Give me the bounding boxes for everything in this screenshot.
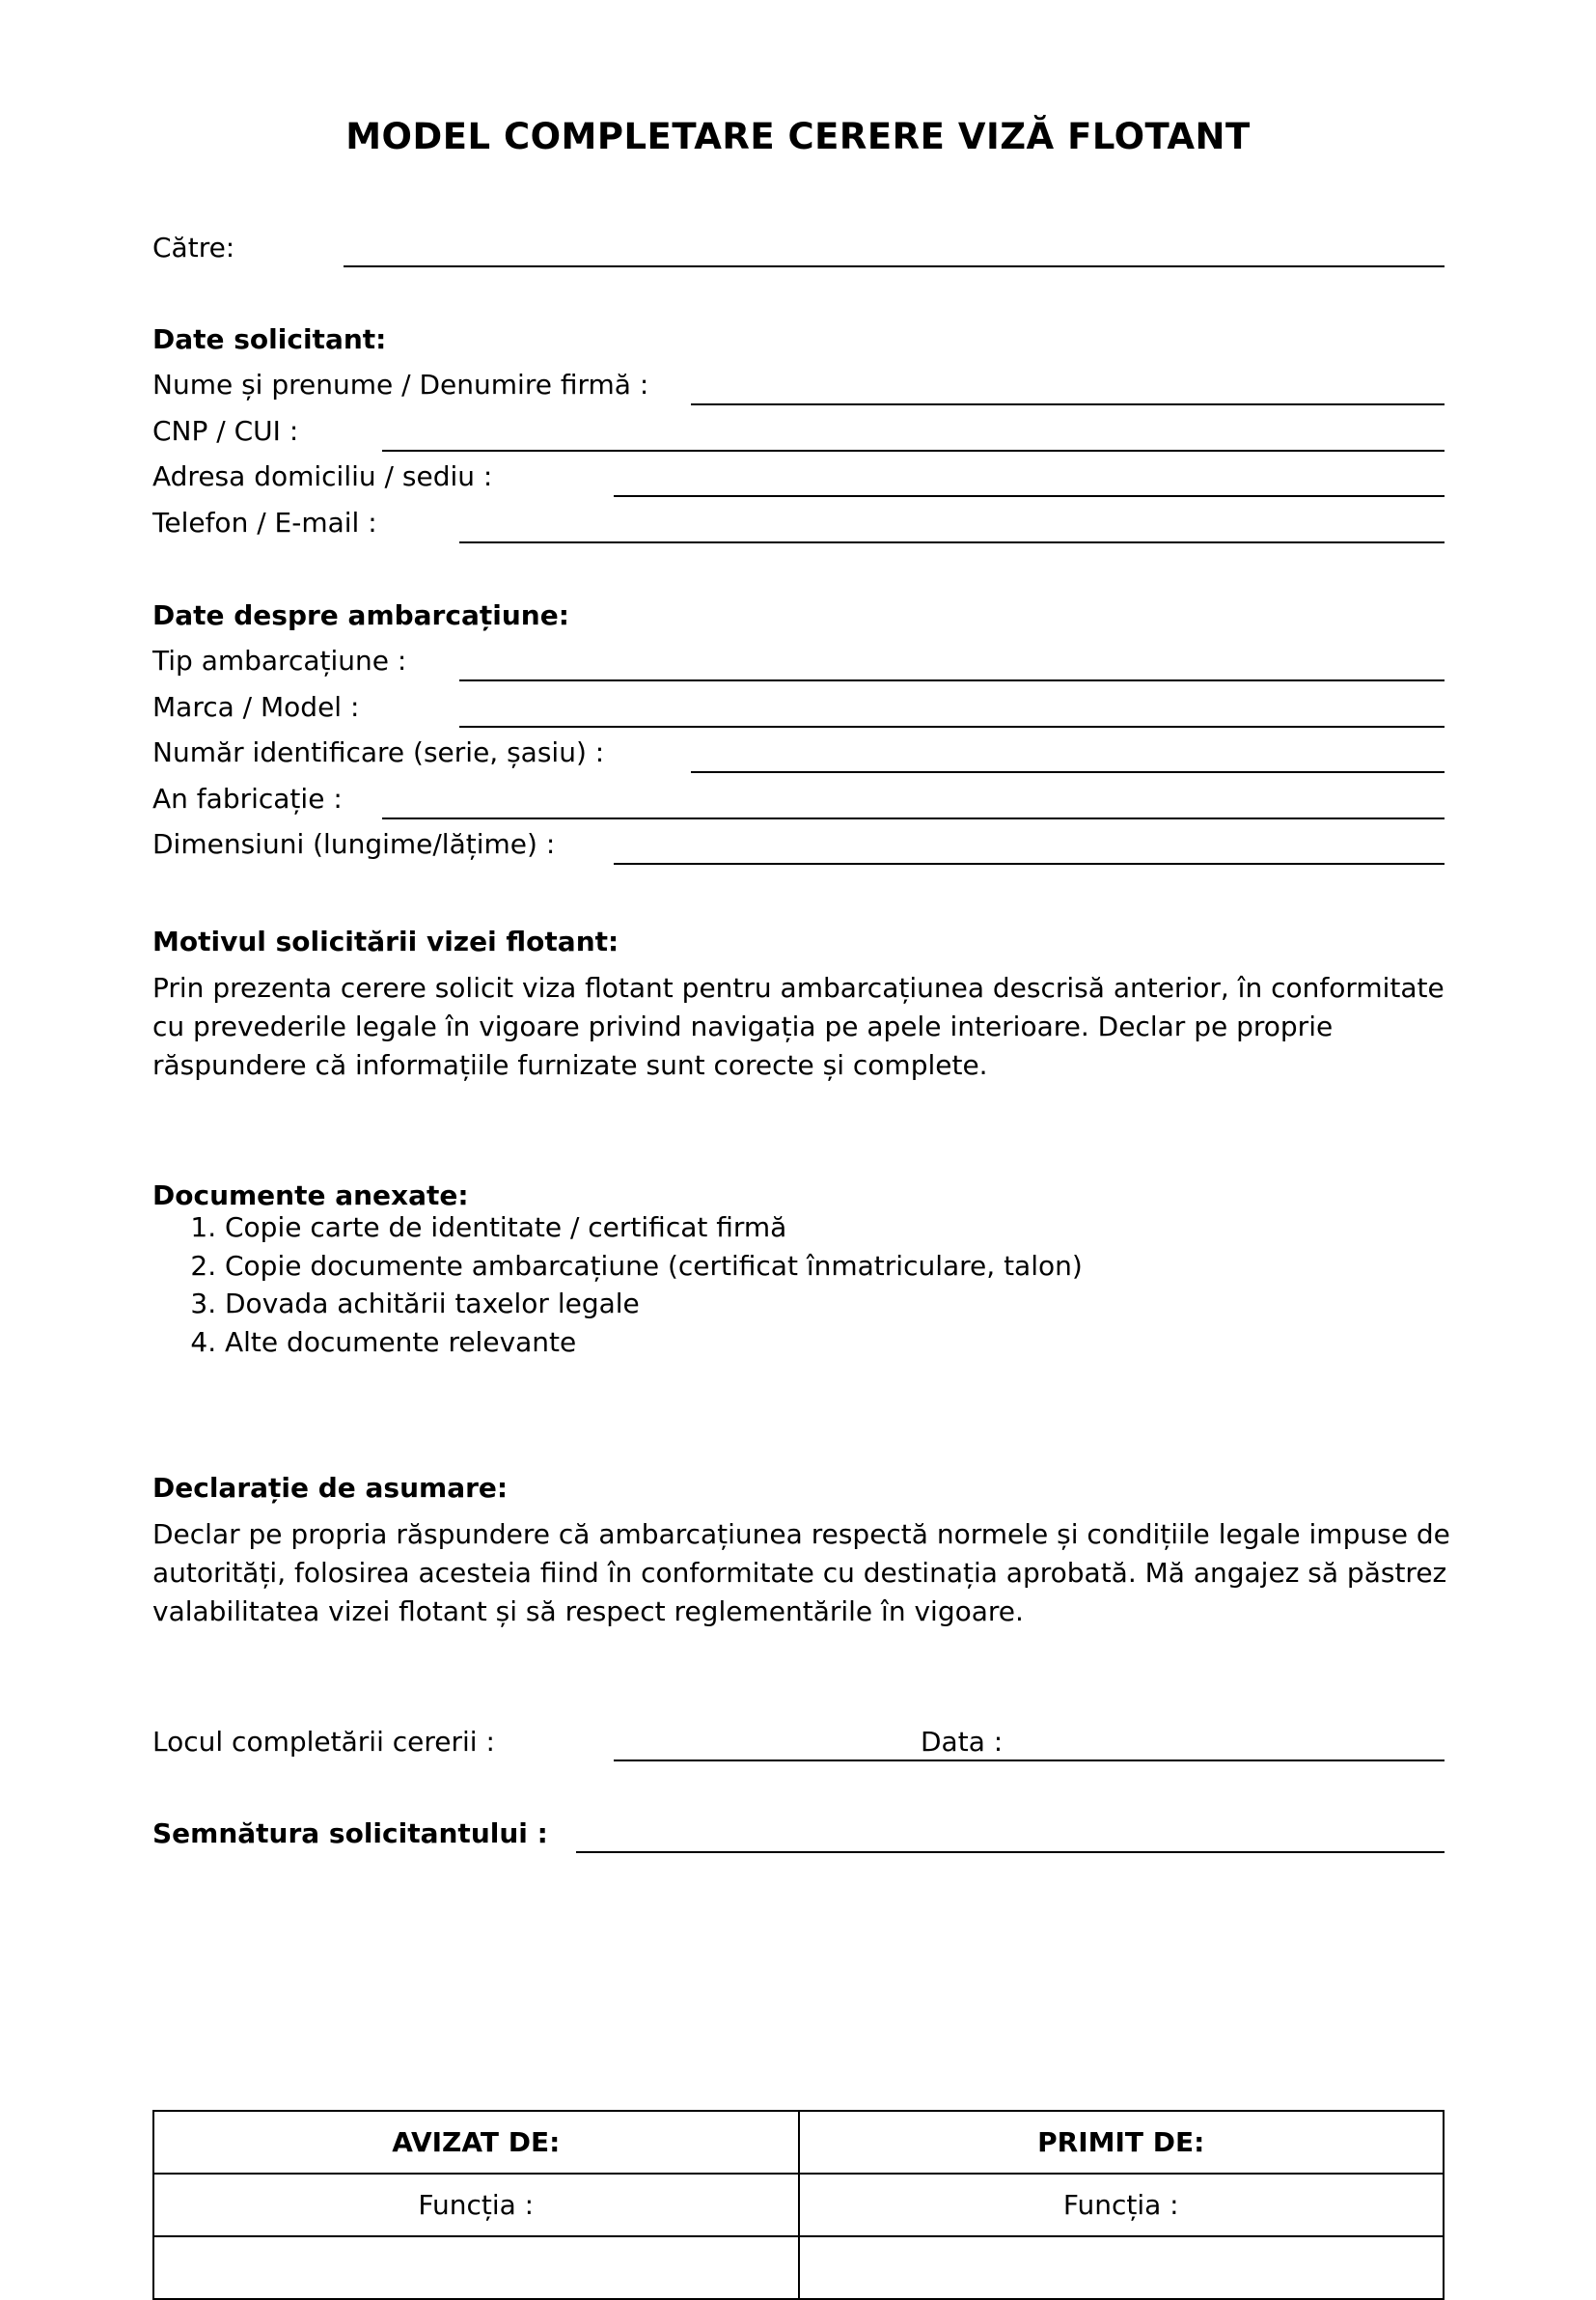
functia-left-cell[interactable]: Funcția :	[153, 2174, 799, 2236]
functia-right-cell[interactable]: Funcția :	[799, 2174, 1445, 2236]
signature-table	[152, 2110, 1445, 2300]
section-heading-solicitant: Date solicitant:	[152, 323, 387, 355]
cnp-label: CNP / CUI :	[152, 415, 299, 447]
empty-right-cell[interactable]	[799, 2236, 1445, 2299]
locul-label: Locul completării cererii :	[152, 1726, 495, 1758]
numar-label: Număr identificare (serie, șasiu) :	[152, 736, 605, 768]
numar-line[interactable]	[691, 771, 1445, 773]
dimensiuni-label: Dimensiuni (lungime/lățime) :	[152, 828, 556, 860]
documente-list	[152, 1208, 1083, 1361]
telefon-label: Telefon / E-mail :	[152, 507, 377, 539]
declaratie-paragraph: Declar pe propria răspundere că ambarcațiunea respectă normele și condițiile legale impuse de autorități, folosirea acesteia fiind în conformitate cu destinația aprobată. Mă angajez să păstrez valabilitatea vizei flotant și să respect reglementările în vigoare.	[152, 1518, 1450, 1627]
data-label: Data :	[921, 1726, 1004, 1758]
empty-left-cell[interactable]	[153, 2236, 799, 2299]
telefon-line[interactable]	[459, 541, 1445, 543]
section-heading-declaratie: Declarație de asumare:	[152, 1472, 509, 1504]
adresa-label: Adresa domiciliu / sediu :	[152, 460, 493, 492]
avizat-header: AVIZAT DE:	[153, 2111, 799, 2174]
locul-data-line[interactable]	[614, 1760, 1445, 1761]
list-item: 1. Copie carte de identitate / certificat firmă	[225, 1208, 1083, 1247]
section-heading-motiv: Motivul solicitării vizei flotant:	[152, 926, 619, 957]
tip-line[interactable]	[459, 679, 1445, 681]
an-label: An fabricație :	[152, 783, 343, 815]
tip-label: Tip ambarcațiune :	[152, 645, 407, 677]
marca-line[interactable]	[459, 726, 1445, 728]
marca-label: Marca / Model :	[152, 691, 360, 723]
cnp-line[interactable]	[382, 450, 1445, 452]
catre-line[interactable]	[344, 265, 1445, 267]
nume-label: Nume și prenume / Denumire firmă :	[152, 369, 649, 401]
document-title: MODEL COMPLETARE CERERE VIZĂ FLOTANT	[345, 116, 1251, 157]
nume-line[interactable]	[691, 403, 1445, 405]
catre-label: Către:	[152, 232, 235, 263]
list-item: 3. Dovada achitării taxelor legale	[225, 1285, 1083, 1323]
dimensiuni-line[interactable]	[614, 863, 1445, 865]
semnatura-line[interactable]	[576, 1851, 1445, 1853]
motiv-paragraph: Prin prezenta cerere solicit viza flotant pentru ambarcațiunea descrisă anterior, în conformitate cu prevederile legale în vigoare privind navigația pe apele interioare. Declar pe proprie răspundere că informațiile furnizate sunt corecte și complete.	[152, 972, 1445, 1081]
an-line[interactable]	[382, 817, 1445, 819]
list-item: 2. Copie documente ambarcațiune (certificat înmatriculare, talon)	[225, 1247, 1083, 1286]
list-item: 4. Alte documente relevante	[225, 1323, 1083, 1362]
primit-header: PRIMIT DE:	[799, 2111, 1445, 2174]
section-heading-ambarcatiune: Date despre ambarcațiune:	[152, 599, 569, 631]
section-heading-documente: Documente anexate:	[152, 1179, 469, 1211]
semnatura-label: Semnătura solicitantului :	[152, 1817, 548, 1849]
adresa-line[interactable]	[614, 495, 1445, 497]
